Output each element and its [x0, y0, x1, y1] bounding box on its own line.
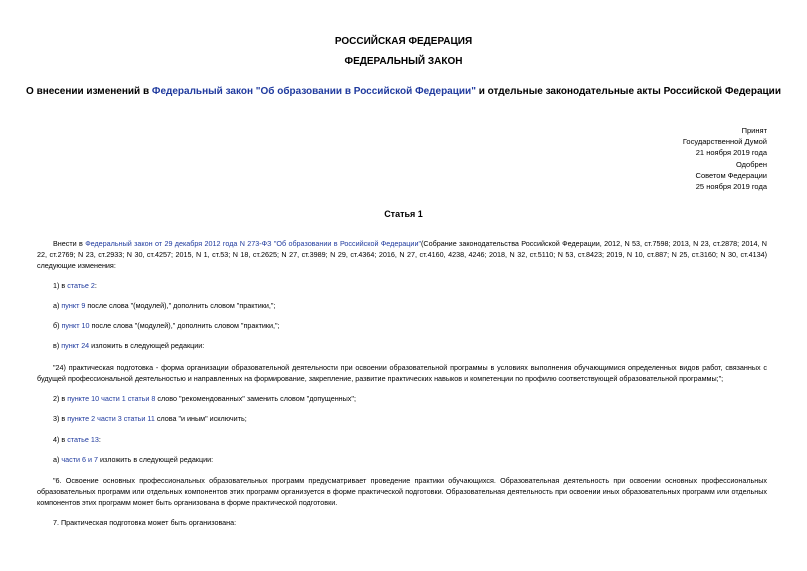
item-2 — [37, 393, 767, 404]
law-title — [20, 86, 787, 97]
adoption-line: 25 ноября 2019 года — [695, 182, 767, 192]
adoption-line: Одобрен — [736, 159, 767, 169]
intro-prefix: Внести в — [53, 239, 86, 248]
item-text: изложить в следующей редакции: — [98, 455, 214, 464]
title-suffix: и отдельные законодательные акты Российской Федерации — [475, 86, 781, 97]
item-text: 2) в — [53, 394, 68, 403]
item-4a — [37, 454, 767, 465]
adoption-line: Государственной Думой — [682, 137, 767, 147]
item-text: после слова "(модулей)," дополнить словом "практики,"; — [85, 301, 276, 310]
article-heading: Статья 1 — [384, 209, 423, 219]
adoption-line: 21 ноября 2019 года — [695, 148, 767, 158]
quote-24: "24) практическая подготовка - форма организации образовательной деятельности при освоении образовательной программы в условиях выполнения обучающимися определенных видов работ, связанных с будущей профессиональной деятельностью и направленных на формирование, закрепление, развитие практических навыков и компетенции по профилю соответствующей образовательной программы;"; — [37, 363, 767, 384]
item-text: а) — [53, 455, 62, 464]
item-text: слова "и иным" исключить; — [154, 414, 247, 423]
item-text: б) — [53, 321, 62, 330]
item-link[interactable]: части 6 и 7 — [61, 455, 99, 464]
country-heading: РОССИЙСКАЯ ФЕДЕРАЦИЯ — [334, 36, 473, 47]
item-4 — [37, 434, 767, 445]
item-link[interactable]: пункт 24 — [61, 341, 90, 350]
item-text: в) — [53, 341, 62, 350]
item-text: 1) в — [53, 281, 68, 290]
adoption-line: Советом Федерации — [695, 170, 767, 180]
item-text: 3) в — [53, 414, 68, 423]
item-text: : — [94, 281, 97, 290]
item-3 — [37, 413, 767, 424]
item-text: а) — [53, 301, 62, 310]
title-prefix: О внесении изменений в — [26, 86, 152, 97]
item-text: слово "рекомендованных" заменить словом "допущенных"; — [155, 394, 356, 403]
item-1b — [37, 320, 767, 331]
intro-paragraph — [37, 238, 767, 272]
item-text: изложить в следующей редакции: — [89, 341, 205, 350]
intro-law-link[interactable]: Федеральный закон от 29 декабря 2012 года N 273-ФЗ "Об образовании в Российской Федерации" — [85, 239, 422, 248]
item-link[interactable]: пункт 10 — [61, 321, 90, 330]
quote-6: "6. Освоение основных профессиональных образовательных программ предусматривает проведение практики обучающихся. Образовательная деятельность при освоении основных профессиональных образовательных программ или отдельных компонентов этих программ организуется в форме практической подготовки. Образовательная деятельность при освоении иных образовательных программ или отдельных компонентов этих программ может быть организована в форме практической подготовки. — [37, 476, 767, 508]
item-link[interactable]: статье 2 — [67, 281, 95, 290]
item-1 — [37, 280, 767, 291]
item-1a — [37, 300, 767, 311]
item-text: после слова "(модулей)," дополнить словом "практики,"; — [89, 321, 280, 330]
law-type-heading: ФЕДЕРАЛЬНЫЙ ЗАКОН — [344, 56, 463, 67]
adoption-block — [683, 125, 767, 192]
quote-7: 7. Практическая подготовка может быть организована: — [53, 518, 237, 527]
title-law-link[interactable]: Федеральный закон "Об образовании в Российской Федерации" — [151, 86, 476, 97]
adoption-line: Принят — [741, 126, 767, 135]
item-link[interactable]: пункте 2 части 3 статьи 11 — [67, 414, 155, 423]
item-link[interactable]: пункт 9 — [61, 301, 86, 310]
item-text: : — [98, 435, 101, 444]
item-link[interactable]: статье 13 — [67, 435, 99, 444]
item-1v — [37, 340, 767, 351]
item-text: 4) в — [53, 435, 68, 444]
intro-suffix: (Собрание законодательства Российской Федерации, 2012, N 53, ст.7598; 2013, N 23, ст.2878; 2014, N 22, ст.2769; N 23, ст.2933; N 30, ст.4257; 2015, N 1, ст.53; N 18, ст.2625; N 27, ст.3989; N 29, ст.4364; 2016, N 27, ст.4160, 4238, 4246; 2018, N 32, ст.5110; N 53, ст.8423; 2019, N 10, ст.887; N 25, ст.3160; N 30, ст.4134) следующие изменения: — [37, 239, 767, 271]
item-link[interactable]: пункте 10 части 1 статьи 8 — [67, 394, 156, 403]
